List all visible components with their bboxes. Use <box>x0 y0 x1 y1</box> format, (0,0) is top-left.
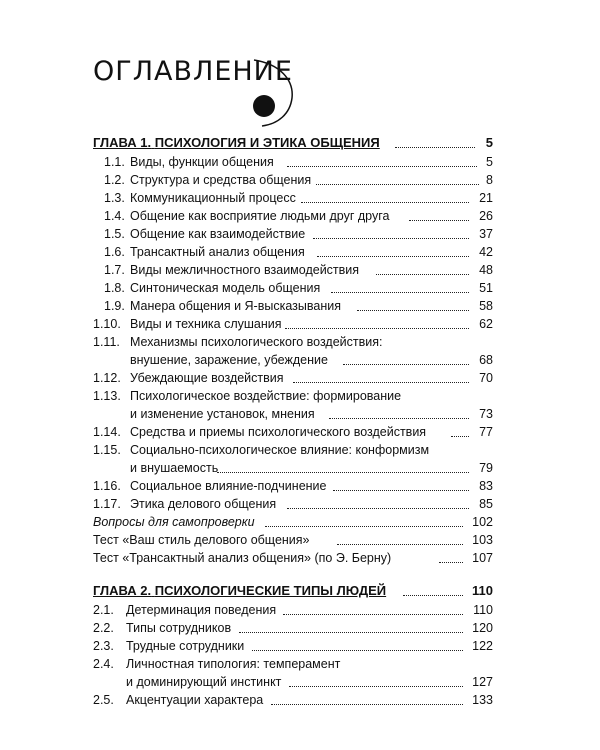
item-number: 1.6. <box>104 245 125 259</box>
item-title: Синтоническая модель общения <box>130 281 321 295</box>
item-title: Механизмы психологического воздействия: <box>130 335 383 349</box>
toc-item-1-2[interactable] <box>93 171 493 189</box>
toc-test-transactional[interactable] <box>93 549 493 567</box>
dot-leader <box>317 256 469 257</box>
page-number: 85 <box>479 497 493 511</box>
toc-item-1-16[interactable] <box>93 477 493 495</box>
dot-leader <box>439 562 463 563</box>
dot-leader <box>357 310 469 311</box>
item-title: Общение как взаимодействие <box>130 227 306 241</box>
page-number: 42 <box>479 245 493 259</box>
toc-item-2-3[interactable] <box>93 637 493 655</box>
item-title: Социальное влияние-подчинение <box>130 479 327 493</box>
toc-chapter-1[interactable] <box>93 134 493 152</box>
page-number: 48 <box>479 263 493 277</box>
item-number: 1.11. <box>93 335 120 349</box>
item-title: Общение как восприятие людьми друг друга <box>130 209 390 223</box>
item-number: 1.4. <box>104 209 125 223</box>
toc-item-1-1[interactable] <box>93 153 493 171</box>
item-number: 1.8. <box>104 281 125 295</box>
dot-leader <box>409 220 469 221</box>
dot-leader <box>271 704 463 705</box>
item-number: 1.10. <box>93 317 121 331</box>
page-number: 122 <box>472 639 493 653</box>
item-number: 2.2. <box>93 621 114 635</box>
item-number: 1.1. <box>104 155 125 169</box>
item-number: 1.5. <box>104 227 125 241</box>
dot-leader <box>217 472 469 473</box>
item-number: 2.4. <box>93 657 114 671</box>
item-title: Виды и техника слушания <box>130 317 282 331</box>
item-title: Социально-психологическое влияние: конформизм <box>130 443 430 457</box>
item-number: 2.1. <box>93 603 114 617</box>
page-number: 68 <box>479 353 493 367</box>
item-title-continuation: и внушаемость <box>130 461 219 475</box>
dot-leader <box>343 364 469 365</box>
page-number: 83 <box>479 479 493 493</box>
item-title: Психологическое воздействие: формирование <box>130 389 402 403</box>
item-title-continuation: внушение, заражение, убеждение <box>130 353 328 367</box>
toc-item-1-9[interactable] <box>93 297 493 315</box>
item-number: 1.15. <box>93 443 121 457</box>
toc-item-1-5[interactable] <box>93 225 493 243</box>
toc-item-2-1[interactable] <box>93 601 493 619</box>
dot-leader <box>287 166 477 167</box>
page-number: 102 <box>472 515 493 529</box>
page-number: 26 <box>479 209 493 223</box>
page-number: 8 <box>486 173 493 187</box>
item-title: Вопросы для самопроверки <box>93 515 255 529</box>
item-title: Убеждающие воздействия <box>130 371 284 385</box>
item-title: Виды межличностного взаимодействия <box>130 263 360 277</box>
page-number: 5 <box>486 155 493 169</box>
item-title: Манера общения и Я-высказывания <box>130 299 341 313</box>
page-number: 37 <box>479 227 493 241</box>
dot-leader <box>331 292 469 293</box>
chapter-title: ПСИХОЛОГИЧЕСКИЕ ТИПЫ ЛЮДЕЙ <box>154 583 387 598</box>
page-number: 110 <box>472 583 493 598</box>
toc-item-1-8[interactable] <box>93 279 493 297</box>
toc-item-1-3[interactable] <box>93 189 493 207</box>
dot-leader <box>289 686 463 687</box>
circle-emblem-icon <box>248 58 298 130</box>
page-number: 70 <box>479 371 493 385</box>
page-number: 133 <box>472 693 493 707</box>
page-number: 127 <box>472 675 493 689</box>
item-title: Коммуникационный процесс <box>130 191 296 205</box>
item-title: Типы сотрудников <box>126 621 232 635</box>
dot-leader <box>252 650 463 651</box>
toc-item-2-2[interactable] <box>93 619 493 637</box>
toc-item-1-12[interactable] <box>93 369 493 387</box>
dot-leader <box>265 526 463 527</box>
item-number: 1.16. <box>93 479 121 493</box>
item-title-continuation: и изменение установок, мнения <box>130 407 315 421</box>
dot-leader <box>293 382 469 383</box>
toc-item-1-6[interactable] <box>93 243 493 261</box>
item-title: Акцентуации характера <box>126 693 264 707</box>
dot-leader <box>403 595 463 596</box>
item-title: Этика делового общения <box>130 497 277 511</box>
toc-item-1-14[interactable] <box>93 423 493 441</box>
item-title: Личностная типология: темперамент <box>126 657 341 671</box>
dot-leader <box>239 632 463 633</box>
toc-item-1-11[interactable] <box>93 333 493 369</box>
item-number: 1.14. <box>93 425 121 439</box>
toc-test-business-style[interactable] <box>93 531 493 549</box>
item-title: Тест «Трансактный анализ общения» (по Э. Берну) <box>93 551 392 565</box>
page-number: 5 <box>485 135 493 150</box>
toc-item-1-13[interactable] <box>93 387 493 423</box>
item-title: Трансактный анализ общения <box>130 245 305 259</box>
item-number: 2.3. <box>93 639 114 653</box>
item-number: 1.7. <box>104 263 125 277</box>
dot-leader <box>337 544 463 545</box>
dot-leader <box>285 328 469 329</box>
toc-chapter-2[interactable] <box>93 582 493 600</box>
dot-leader <box>451 436 469 437</box>
dot-leader <box>376 274 469 275</box>
dot-leader <box>329 418 469 419</box>
item-title: Тест «Ваш стиль делового общения» <box>93 533 310 547</box>
toc-item-1-15[interactable] <box>93 441 493 477</box>
item-title: Трудные сотрудники <box>126 639 245 653</box>
item-number: 1.9. <box>104 299 125 313</box>
item-number: 1.3. <box>104 191 125 205</box>
dot-leader <box>283 614 463 615</box>
toc-item-1-17[interactable] <box>93 495 493 513</box>
chapter-number: ГЛАВА 1. <box>93 135 152 150</box>
item-title: Детерминация поведения <box>126 603 277 617</box>
page-number: 77 <box>479 425 493 439</box>
page-title: ОГЛАВЛЕНИЕ <box>93 56 293 87</box>
dot-leader <box>301 202 469 203</box>
item-title: Средства и приемы психологического воздействия <box>130 425 427 439</box>
item-number: 1.13. <box>93 389 121 403</box>
toc-item-1-7[interactable] <box>93 261 493 279</box>
toc-item-1-4[interactable] <box>93 207 493 225</box>
dot-leader <box>316 184 479 185</box>
toc-item-2-5[interactable] <box>93 691 493 709</box>
page-number: 107 <box>472 551 493 565</box>
dot-leader <box>313 238 469 239</box>
page-number: 120 <box>472 621 493 635</box>
page-number: 51 <box>479 281 493 295</box>
item-number: 1.17. <box>93 497 121 511</box>
page-number: 73 <box>479 407 493 421</box>
page-number: 58 <box>479 299 493 313</box>
toc-item-2-4[interactable] <box>93 655 493 691</box>
page-number: 103 <box>472 533 493 547</box>
toc-item-1-10[interactable] <box>93 315 493 333</box>
item-number: 1.12. <box>93 371 121 385</box>
item-title: Виды, функции общения <box>130 155 274 169</box>
dot-leader <box>287 508 469 509</box>
page-number: 79 <box>479 461 493 475</box>
chapter-number: ГЛАВА 2. <box>93 583 152 598</box>
item-number: 2.5. <box>93 693 114 707</box>
chapter-title: ПСИХОЛОГИЯ И ЭТИКА ОБЩЕНИЯ <box>154 135 380 150</box>
toc-self-check-questions[interactable] <box>93 513 493 531</box>
item-number: 1.2. <box>104 173 125 187</box>
page-number: 62 <box>479 317 493 331</box>
item-title-continuation: и доминирующий инстинкт <box>126 675 282 689</box>
dot-leader <box>333 490 469 491</box>
item-title: Структура и средства общения <box>130 173 312 187</box>
page-number: 21 <box>479 191 493 205</box>
page-number: 110 <box>473 603 493 617</box>
dot-leader <box>395 147 475 148</box>
